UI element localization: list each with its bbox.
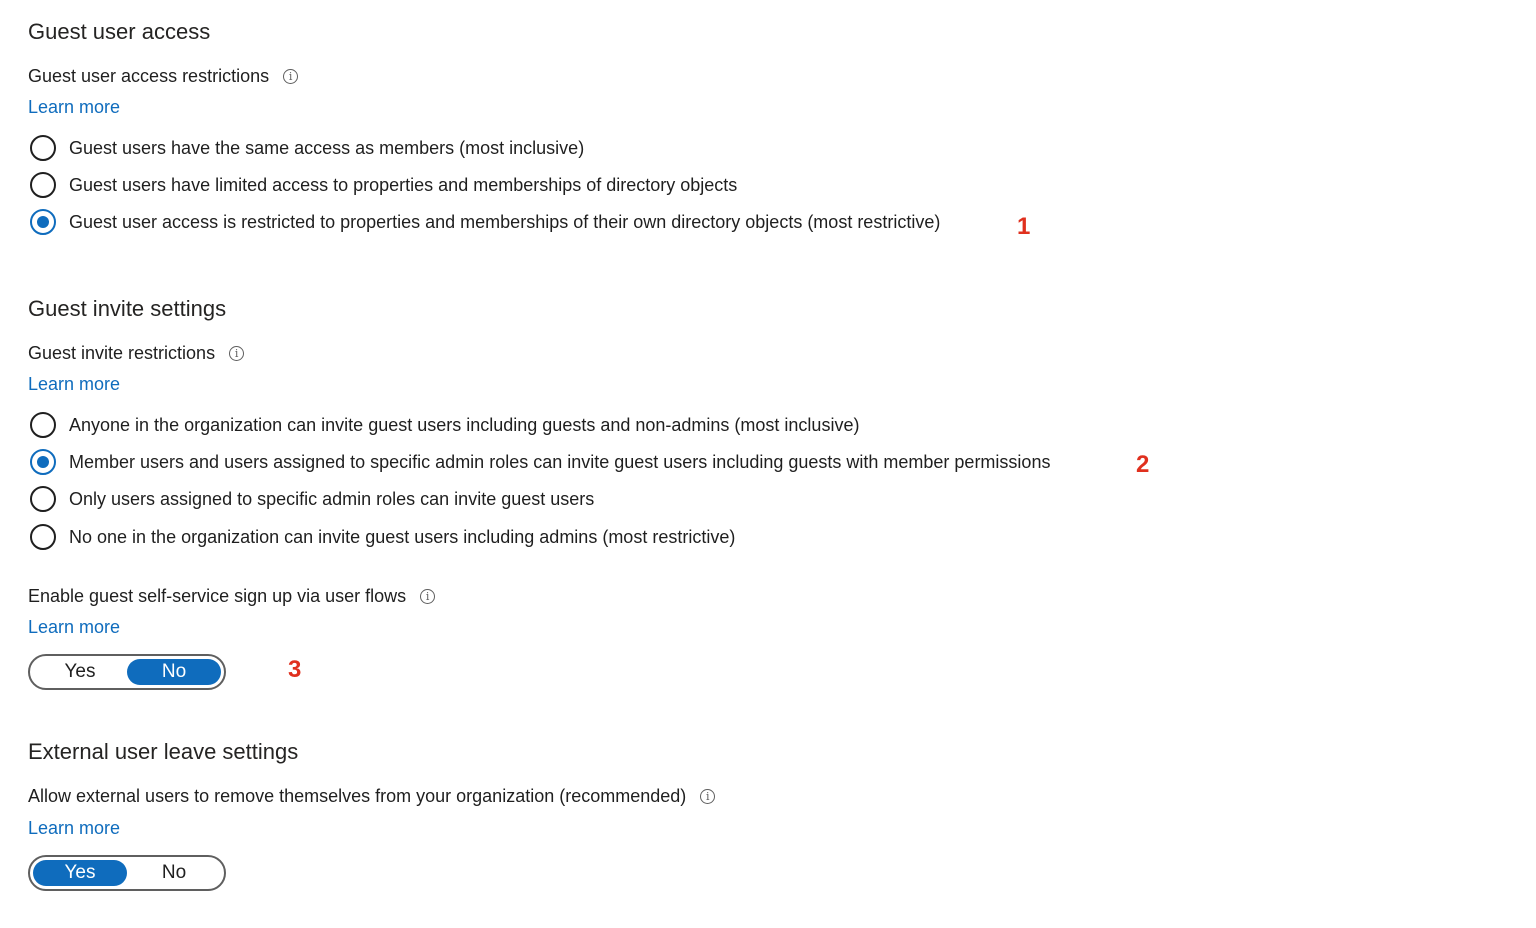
guest-access-option-limited[interactable] — [30, 170, 737, 200]
annotation-marker-2: 2 — [1136, 451, 1150, 478]
guest-invite-option-anyone[interactable] — [30, 410, 859, 440]
radio-label: Guest users have the same access as members (most inclusive) — [69, 137, 585, 158]
guest-access-option-restricted[interactable] — [30, 207, 940, 237]
radio-label: Guest user access is restricted to properties and memberships of their own directory objects (most restrictive) — [69, 211, 941, 232]
toggle-no-option[interactable]: No — [161, 862, 187, 883]
self-service-toggle[interactable] — [28, 654, 226, 690]
guest-access-label — [28, 66, 298, 87]
guest-invite-option-no-one[interactable] — [30, 522, 735, 552]
radio-button-selected[interactable] — [30, 449, 56, 475]
guest-invite-option-members-and-admins[interactable] — [30, 447, 1050, 477]
radio-label: Anyone in the organization can invite guest users including guests and non-admins (most inclusive) — [69, 414, 860, 435]
radio-button[interactable] — [30, 172, 56, 198]
annotation-marker-1: 1 — [1017, 213, 1031, 240]
guest-invite-learn-more-link[interactable]: Learn more — [28, 374, 121, 394]
toggle-yes-option[interactable]: Yes — [64, 661, 96, 682]
guest-invite-title: Guest invite settings — [28, 296, 227, 321]
radio-label: No one in the organization can invite guest users including admins (most restrictive) — [69, 526, 736, 547]
toggle-yes-option-selected[interactable]: Yes — [33, 860, 127, 886]
external-leave-learn-more-link[interactable]: Learn more — [28, 818, 121, 838]
external-leave-label-text: Allow external users to remove themselves from your organization (recommended) — [28, 786, 687, 806]
info-icon[interactable]: i — [229, 346, 244, 361]
radio-button[interactable] — [30, 412, 56, 438]
external-leave-label — [28, 786, 715, 807]
radio-button[interactable] — [30, 524, 56, 550]
self-service-label-text: Enable guest self-service sign up via user flows — [28, 586, 407, 606]
info-icon[interactable]: i — [283, 69, 298, 84]
guest-access-learn-more-link[interactable]: Learn more — [28, 97, 121, 117]
radio-button-selected[interactable] — [30, 209, 56, 235]
radio-label: Only users assigned to specific admin roles can invite guest users — [69, 488, 595, 509]
radio-button[interactable] — [30, 486, 56, 512]
guest-access-option-same-as-members[interactable] — [30, 133, 584, 163]
radio-button[interactable] — [30, 135, 56, 161]
info-icon[interactable]: i — [700, 789, 715, 804]
radio-label: Member users and users assigned to specific admin roles can invite guest users including guests with member permissions — [69, 451, 1051, 472]
guest-invite-label — [28, 343, 244, 364]
external-leave-toggle[interactable] — [28, 855, 226, 891]
self-service-label — [28, 586, 435, 607]
guest-access-title: Guest user access — [28, 19, 211, 44]
external-leave-title: External user leave settings — [28, 739, 299, 764]
annotation-marker-3: 3 — [288, 656, 302, 683]
guest-access-label-text: Guest user access restrictions — [28, 66, 270, 86]
info-icon[interactable]: i — [420, 589, 435, 604]
self-service-learn-more-link[interactable]: Learn more — [28, 617, 121, 637]
toggle-no-option-selected[interactable]: No — [127, 659, 221, 685]
guest-invite-option-admins-only[interactable] — [30, 484, 594, 514]
guest-invite-label-text: Guest invite restrictions — [28, 343, 216, 363]
radio-label: Guest users have limited access to properties and memberships of directory objects — [69, 174, 738, 195]
